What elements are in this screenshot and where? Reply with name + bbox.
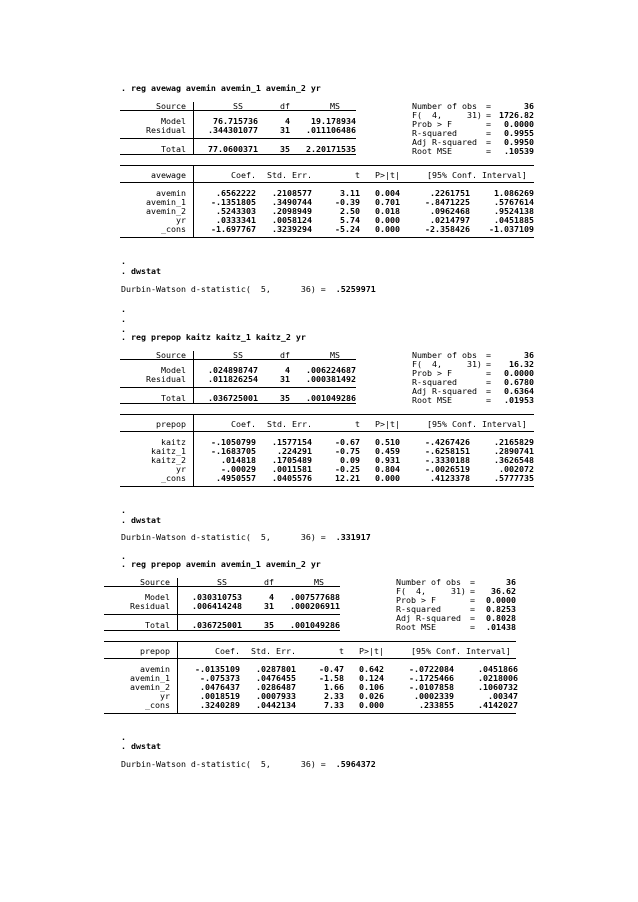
anova-row-ss: .024898747 [208, 365, 258, 375]
coef-row-p: 0.804 [375, 464, 400, 474]
anova-header-ss: SS [233, 101, 243, 111]
coef-row-t: -5.24 [335, 224, 360, 234]
coef-row-ci-low: .0002339 [414, 691, 454, 701]
stat-value: 36 [524, 350, 534, 360]
anova-header-source: Source [156, 350, 186, 360]
anova-total-ms: .001049286 [306, 393, 356, 403]
anova-row-df: 31 [264, 601, 274, 611]
stat-equals: = [470, 622, 475, 632]
anova-header-ms: MS [330, 350, 340, 360]
coef-row-p: 0.642 [359, 664, 384, 674]
coef-row-se: .0011581 [272, 464, 312, 474]
coef-header-var: prepop [140, 646, 170, 656]
anova-row-df: 31 [280, 374, 290, 384]
stat-equals: = [486, 119, 491, 129]
coef-row-var: avemin_2 [130, 682, 170, 692]
anova-mid-rule [104, 614, 340, 615]
stat-equals: = [486, 368, 491, 378]
coef-row-coef: -.0135109 [195, 664, 240, 674]
stat-label: Adj R-squared [396, 613, 461, 623]
coef-row-ci-high: -1.037109 [489, 224, 534, 234]
anova-top-rule [104, 586, 340, 587]
anova-total-ss: .036725001 [192, 620, 242, 630]
coef-row-coef: -.00029 [221, 464, 256, 474]
stat-equals: = [470, 613, 475, 623]
coef-row-var: avemin [156, 188, 186, 198]
anova-mid-rule [120, 387, 356, 388]
stat-value: 0.9955 [504, 128, 534, 138]
stat-equals: = [470, 586, 475, 596]
stat-label: F( 4, 31) [412, 359, 482, 369]
coef-row-coef: -.1351805 [211, 197, 256, 207]
stat-value: 0.0000 [504, 368, 534, 378]
coef-header-t: t [355, 170, 360, 180]
dwstat-command: . dwstat [121, 266, 161, 276]
stat-equals: = [486, 101, 491, 111]
coef-divider [193, 414, 194, 486]
durbin-watson-label: Durbin-Watson d-statistic( 5, 36) = [121, 759, 336, 769]
coef-row-t: 3.11 [340, 188, 360, 198]
regress-command: . reg prepop avemin avemin_1 avemin_2 yr [121, 559, 321, 569]
coef-row-se: .1577154 [272, 437, 312, 447]
coef-row-se: .0286487 [256, 682, 296, 692]
coef-row-ci-high: .00347 [488, 691, 518, 701]
stat-equals: = [486, 146, 491, 156]
coef-row-p: 0.026 [359, 691, 384, 701]
stat-equals: = [486, 386, 491, 396]
coef-divider [193, 165, 194, 237]
coef-row-se: .0476455 [256, 673, 296, 683]
stat-value: 0.0000 [504, 119, 534, 129]
anova-row-ms: .000381492 [306, 374, 356, 384]
coef-row-t: 2.50 [340, 206, 360, 216]
coef-header-ci: [95% Conf. Interval] [427, 419, 527, 429]
stat-value: 16.32 [509, 359, 534, 369]
coef-row-ci-low: -.0722084 [409, 664, 454, 674]
stat-label: Prob > F [412, 368, 452, 378]
coef-row-var: kaitz [161, 437, 186, 447]
coef-row-ci-low: -.8471225 [425, 197, 470, 207]
coef-row-var: yr [160, 691, 170, 701]
coef-row-ci-high: .2165829 [494, 437, 534, 447]
coef-row-ci-high: .2890741 [494, 446, 534, 456]
coef-top-rule [104, 641, 516, 642]
stat-equals: = [486, 359, 491, 369]
coef-row-var: yr [176, 464, 186, 474]
anova-header-ss: SS [233, 350, 243, 360]
coef-row-p: 0.018 [375, 206, 400, 216]
stat-label: F( 4, 31) [396, 586, 466, 596]
coef-row-t: -0.47 [319, 664, 344, 674]
stat-label: Root MSE [412, 395, 452, 405]
anova-total-ms: 2.20171535 [306, 144, 356, 154]
anova-header-df: df [264, 577, 274, 587]
anova-total-source: Total [161, 144, 186, 154]
coef-row-ci-high: .0451885 [494, 215, 534, 225]
coef-row-t: -0.75 [335, 446, 360, 456]
prompt-dot: . [121, 256, 126, 266]
coef-row-ci-high: .4142027 [478, 700, 518, 710]
stat-label: R-squared [396, 604, 441, 614]
anova-header-df: df [280, 350, 290, 360]
anova-divider [193, 351, 194, 403]
durbin-watson-line [121, 285, 376, 294]
coef-row-t: 0.09 [340, 455, 360, 465]
stat-value: 0.8028 [486, 613, 516, 623]
coef-row-ci-low: -.4267426 [425, 437, 470, 447]
stat-label: Number of obs [412, 350, 477, 360]
anova-row-source: Model [161, 365, 186, 375]
coef-header-t: t [339, 646, 344, 656]
coef-header-coef: Coef. [231, 170, 256, 180]
stat-value: 36 [524, 101, 534, 111]
stat-label: Prob > F [396, 595, 436, 605]
coef-row-ci-high: .0451866 [478, 664, 518, 674]
stat-equals: = [486, 377, 491, 387]
anova-mid-rule [120, 138, 356, 139]
coef-row-var: avemin_1 [130, 673, 170, 683]
coef-header-p: P>|t| [375, 170, 400, 180]
durbin-watson-label: Durbin-Watson d-statistic( 5, 36) = [121, 532, 336, 542]
coef-row-var: _cons [161, 473, 186, 483]
anova-header-source: Source [140, 577, 170, 587]
stat-label: Prob > F [412, 119, 452, 129]
coef-row-p: 0.459 [375, 446, 400, 456]
coef-row-coef: -.075373 [200, 673, 240, 683]
prompt-dot: . [121, 505, 126, 515]
coef-row-coef: .3240289 [200, 700, 240, 710]
coef-row-ci-high: .5767614 [494, 197, 534, 207]
coef-row-se: .0442134 [256, 700, 296, 710]
anova-divider [193, 102, 194, 154]
coef-row-coef: -.1683705 [211, 446, 256, 456]
anova-header-ss: SS [217, 577, 227, 587]
coef-row-var: avemin_1 [146, 197, 186, 207]
stat-equals: = [486, 395, 491, 405]
coef-row-se: .3239294 [272, 224, 312, 234]
anova-row-ss: .011826254 [208, 374, 258, 384]
stat-label: Adj R-squared [412, 137, 477, 147]
stat-value: .01953 [504, 395, 534, 405]
anova-row-ss: .344301077 [208, 125, 258, 135]
coef-row-coef: .0333341 [216, 215, 256, 225]
stat-label: R-squared [412, 377, 457, 387]
coef-row-ci-high: .3626548 [494, 455, 534, 465]
anova-bottom-rule [104, 630, 340, 631]
coef-row-ci-low: -.1725466 [409, 673, 454, 683]
coef-mid-rule [104, 658, 516, 659]
stat-equals: = [470, 595, 475, 605]
anova-top-rule [120, 359, 356, 360]
durbin-watson-value: .5964372 [335, 759, 376, 769]
durbin-watson-line [121, 760, 376, 769]
stat-equals: = [486, 137, 491, 147]
coef-row-coef: .4950557 [216, 473, 256, 483]
anova-row-source: Residual [146, 374, 186, 384]
anova-row-ms: .006224687 [306, 365, 356, 375]
stat-value: .01438 [486, 622, 516, 632]
coef-row-ci-high: .0218006 [478, 673, 518, 683]
coef-header-se: Std. Err. [251, 646, 296, 656]
coef-row-t: 7.33 [324, 700, 344, 710]
anova-row-source: Residual [130, 601, 170, 611]
coef-row-se: .2098949 [272, 206, 312, 216]
coef-header-coef: Coef. [215, 646, 240, 656]
coef-header-se: Std. Err. [267, 419, 312, 429]
stat-equals: = [486, 350, 491, 360]
stat-value: 0.6780 [504, 377, 534, 387]
durbin-watson-value: .331917 [335, 532, 371, 542]
coef-row-var: _cons [161, 224, 186, 234]
stat-value: 1726.82 [499, 110, 534, 120]
coef-row-t: -0.67 [335, 437, 360, 447]
anova-row-source: Model [161, 116, 186, 126]
stat-value: 0.6364 [504, 386, 534, 396]
coef-row-p: 0.701 [375, 197, 400, 207]
coef-row-se: .0058124 [272, 215, 312, 225]
coef-mid-rule [120, 431, 534, 432]
stat-value: 36.62 [491, 586, 516, 596]
coef-bottom-rule [104, 713, 516, 714]
coef-row-ci-high: .1060732 [478, 682, 518, 692]
coef-mid-rule [120, 182, 534, 183]
anova-header-source: Source [156, 101, 186, 111]
anova-header-ms: MS [330, 101, 340, 111]
coef-row-var: _cons [145, 700, 170, 710]
coef-top-rule [120, 165, 534, 166]
coef-row-se: .0007933 [256, 691, 296, 701]
coef-row-ci-low: -.0026519 [425, 464, 470, 474]
prompt-dot: . [121, 732, 126, 742]
anova-header-df: df [280, 101, 290, 111]
coef-row-var: yr [176, 215, 186, 225]
coef-row-coef: .0476437 [200, 682, 240, 692]
coef-row-ci-low: -.3330188 [425, 455, 470, 465]
coef-bottom-rule [120, 486, 534, 487]
coef-row-p: 0.000 [375, 473, 400, 483]
anova-total-df: 35 [280, 393, 290, 403]
stat-label: Number of obs [412, 101, 477, 111]
anova-row-ms: .000206911 [290, 601, 340, 611]
prompt-dot: . [121, 324, 126, 334]
coef-row-t: 12.21 [335, 473, 360, 483]
coef-bottom-rule [120, 237, 534, 238]
stat-label: Adj R-squared [412, 386, 477, 396]
coef-header-coef: Coef. [231, 419, 256, 429]
coef-row-var: avemin [140, 664, 170, 674]
anova-total-df: 35 [264, 620, 274, 630]
dwstat-command: . dwstat [121, 515, 161, 525]
coef-row-t: -0.25 [335, 464, 360, 474]
anova-row-ss: 76.715736 [213, 116, 258, 126]
stat-value: 0.9950 [504, 137, 534, 147]
coef-row-p: 0.510 [375, 437, 400, 447]
stat-label: Root MSE [412, 146, 452, 156]
anova-total-source: Total [145, 620, 170, 630]
coef-row-ci-high: .5777735 [494, 473, 534, 483]
anova-row-df: 31 [280, 125, 290, 135]
durbin-watson-label: Durbin-Watson d-statistic( 5, 36) = [121, 284, 336, 294]
coef-row-p: 0.000 [359, 700, 384, 710]
anova-bottom-rule [120, 154, 356, 155]
stat-label: R-squared [412, 128, 457, 138]
coef-header-ci: [95% Conf. Interval] [427, 170, 527, 180]
coef-row-ci-low: .0214797 [430, 215, 470, 225]
coef-row-se: .0287801 [256, 664, 296, 674]
stat-label: Number of obs [396, 577, 461, 587]
stat-equals: = [470, 577, 475, 587]
coef-divider [177, 641, 178, 713]
regress-command: . reg prepop kaitz kaitz_1 kaitz_2 yr [121, 332, 306, 342]
coef-row-t: 2.33 [324, 691, 344, 701]
coef-row-t: 1.66 [324, 682, 344, 692]
coef-header-var: prepop [156, 419, 186, 429]
durbin-watson-value: .5259971 [335, 284, 376, 294]
prompt-dot: . [121, 314, 126, 324]
coef-row-p: 0.124 [359, 673, 384, 683]
coef-row-coef: .0018519 [200, 691, 240, 701]
regress-command: . reg avewag avemin avemin_1 avemin_2 yr [121, 83, 321, 93]
anova-row-df: 4 [285, 116, 290, 126]
stat-value: 0.8253 [486, 604, 516, 614]
coef-row-p: 0.000 [375, 215, 400, 225]
coef-row-se: .1705489 [272, 455, 312, 465]
coef-top-rule [120, 414, 534, 415]
coef-row-var: avemin_2 [146, 206, 186, 216]
stat-equals: = [470, 604, 475, 614]
coef-row-se: .2108577 [272, 188, 312, 198]
coef-row-ci-low: .2261751 [430, 188, 470, 198]
coef-row-coef: .014818 [221, 455, 256, 465]
coef-header-ci: [95% Conf. Interval] [411, 646, 511, 656]
coef-row-p: 0.000 [375, 224, 400, 234]
anova-total-ss: .036725001 [208, 393, 258, 403]
coef-row-var: kaitz_1 [151, 446, 186, 456]
coef-row-coef: .5243303 [216, 206, 256, 216]
coef-header-p: P>|t| [375, 419, 400, 429]
coef-row-p: 0.106 [359, 682, 384, 692]
anova-total-ms: .001049286 [290, 620, 340, 630]
anova-row-ss: .030310753 [192, 592, 242, 602]
anova-header-ms: MS [314, 577, 324, 587]
coef-row-ci-high: .9524138 [494, 206, 534, 216]
stat-value: 36 [506, 577, 516, 587]
coef-row-ci-low: .0962468 [430, 206, 470, 216]
coef-row-ci-high: .002072 [499, 464, 534, 474]
stat-label: F( 4, 31) [412, 110, 482, 120]
anova-total-ss: 77.0600371 [208, 144, 258, 154]
stat-label: Root MSE [396, 622, 436, 632]
stat-value: .10539 [504, 146, 534, 156]
coef-row-t: -0.39 [335, 197, 360, 207]
coef-row-ci-low: -.0107858 [409, 682, 454, 692]
prompt-dot: . [121, 304, 126, 314]
anova-row-df: 4 [285, 365, 290, 375]
stat-equals: = [486, 128, 491, 138]
prompt-dot: . [121, 551, 126, 561]
anova-row-ms: 19.178934 [311, 116, 356, 126]
coef-row-coef: -1.697767 [211, 224, 256, 234]
coef-row-se: .224291 [277, 446, 312, 456]
coef-header-se: Std. Err. [267, 170, 312, 180]
coef-row-p: 0.004 [375, 188, 400, 198]
coef-row-ci-low: -.6258151 [425, 446, 470, 456]
anova-total-source: Total [161, 393, 186, 403]
anova-row-df: 4 [269, 592, 274, 602]
coef-row-se: .3490744 [272, 197, 312, 207]
stat-equals: = [486, 110, 491, 120]
anova-row-ms: .011106486 [306, 125, 356, 135]
coef-row-ci-low: -2.358426 [425, 224, 470, 234]
anova-row-ss: .006414248 [192, 601, 242, 611]
dwstat-command: . dwstat [121, 741, 161, 751]
coef-header-p: P>|t| [359, 646, 384, 656]
coef-header-t: t [355, 419, 360, 429]
anova-row-source: Residual [146, 125, 186, 135]
coef-row-se: .0405576 [272, 473, 312, 483]
coef-row-ci-high: 1.086269 [494, 188, 534, 198]
anova-row-ms: .007577688 [290, 592, 340, 602]
coef-row-coef: .6562222 [216, 188, 256, 198]
anova-divider [177, 578, 178, 630]
coef-header-var: avewage [151, 170, 186, 180]
coef-row-var: kaitz_2 [151, 455, 186, 465]
anova-top-rule [120, 110, 356, 111]
anova-bottom-rule [120, 403, 356, 404]
coef-row-ci-low: .4123378 [430, 473, 470, 483]
anova-row-source: Model [145, 592, 170, 602]
coef-row-t: 5.74 [340, 215, 360, 225]
anova-total-df: 35 [280, 144, 290, 154]
durbin-watson-line [121, 533, 371, 542]
coef-row-ci-low: .233855 [419, 700, 454, 710]
stat-value: 0.0000 [486, 595, 516, 605]
coef-row-p: 0.931 [375, 455, 400, 465]
coef-row-t: -1.58 [319, 673, 344, 683]
coef-row-coef: -.1050799 [211, 437, 256, 447]
